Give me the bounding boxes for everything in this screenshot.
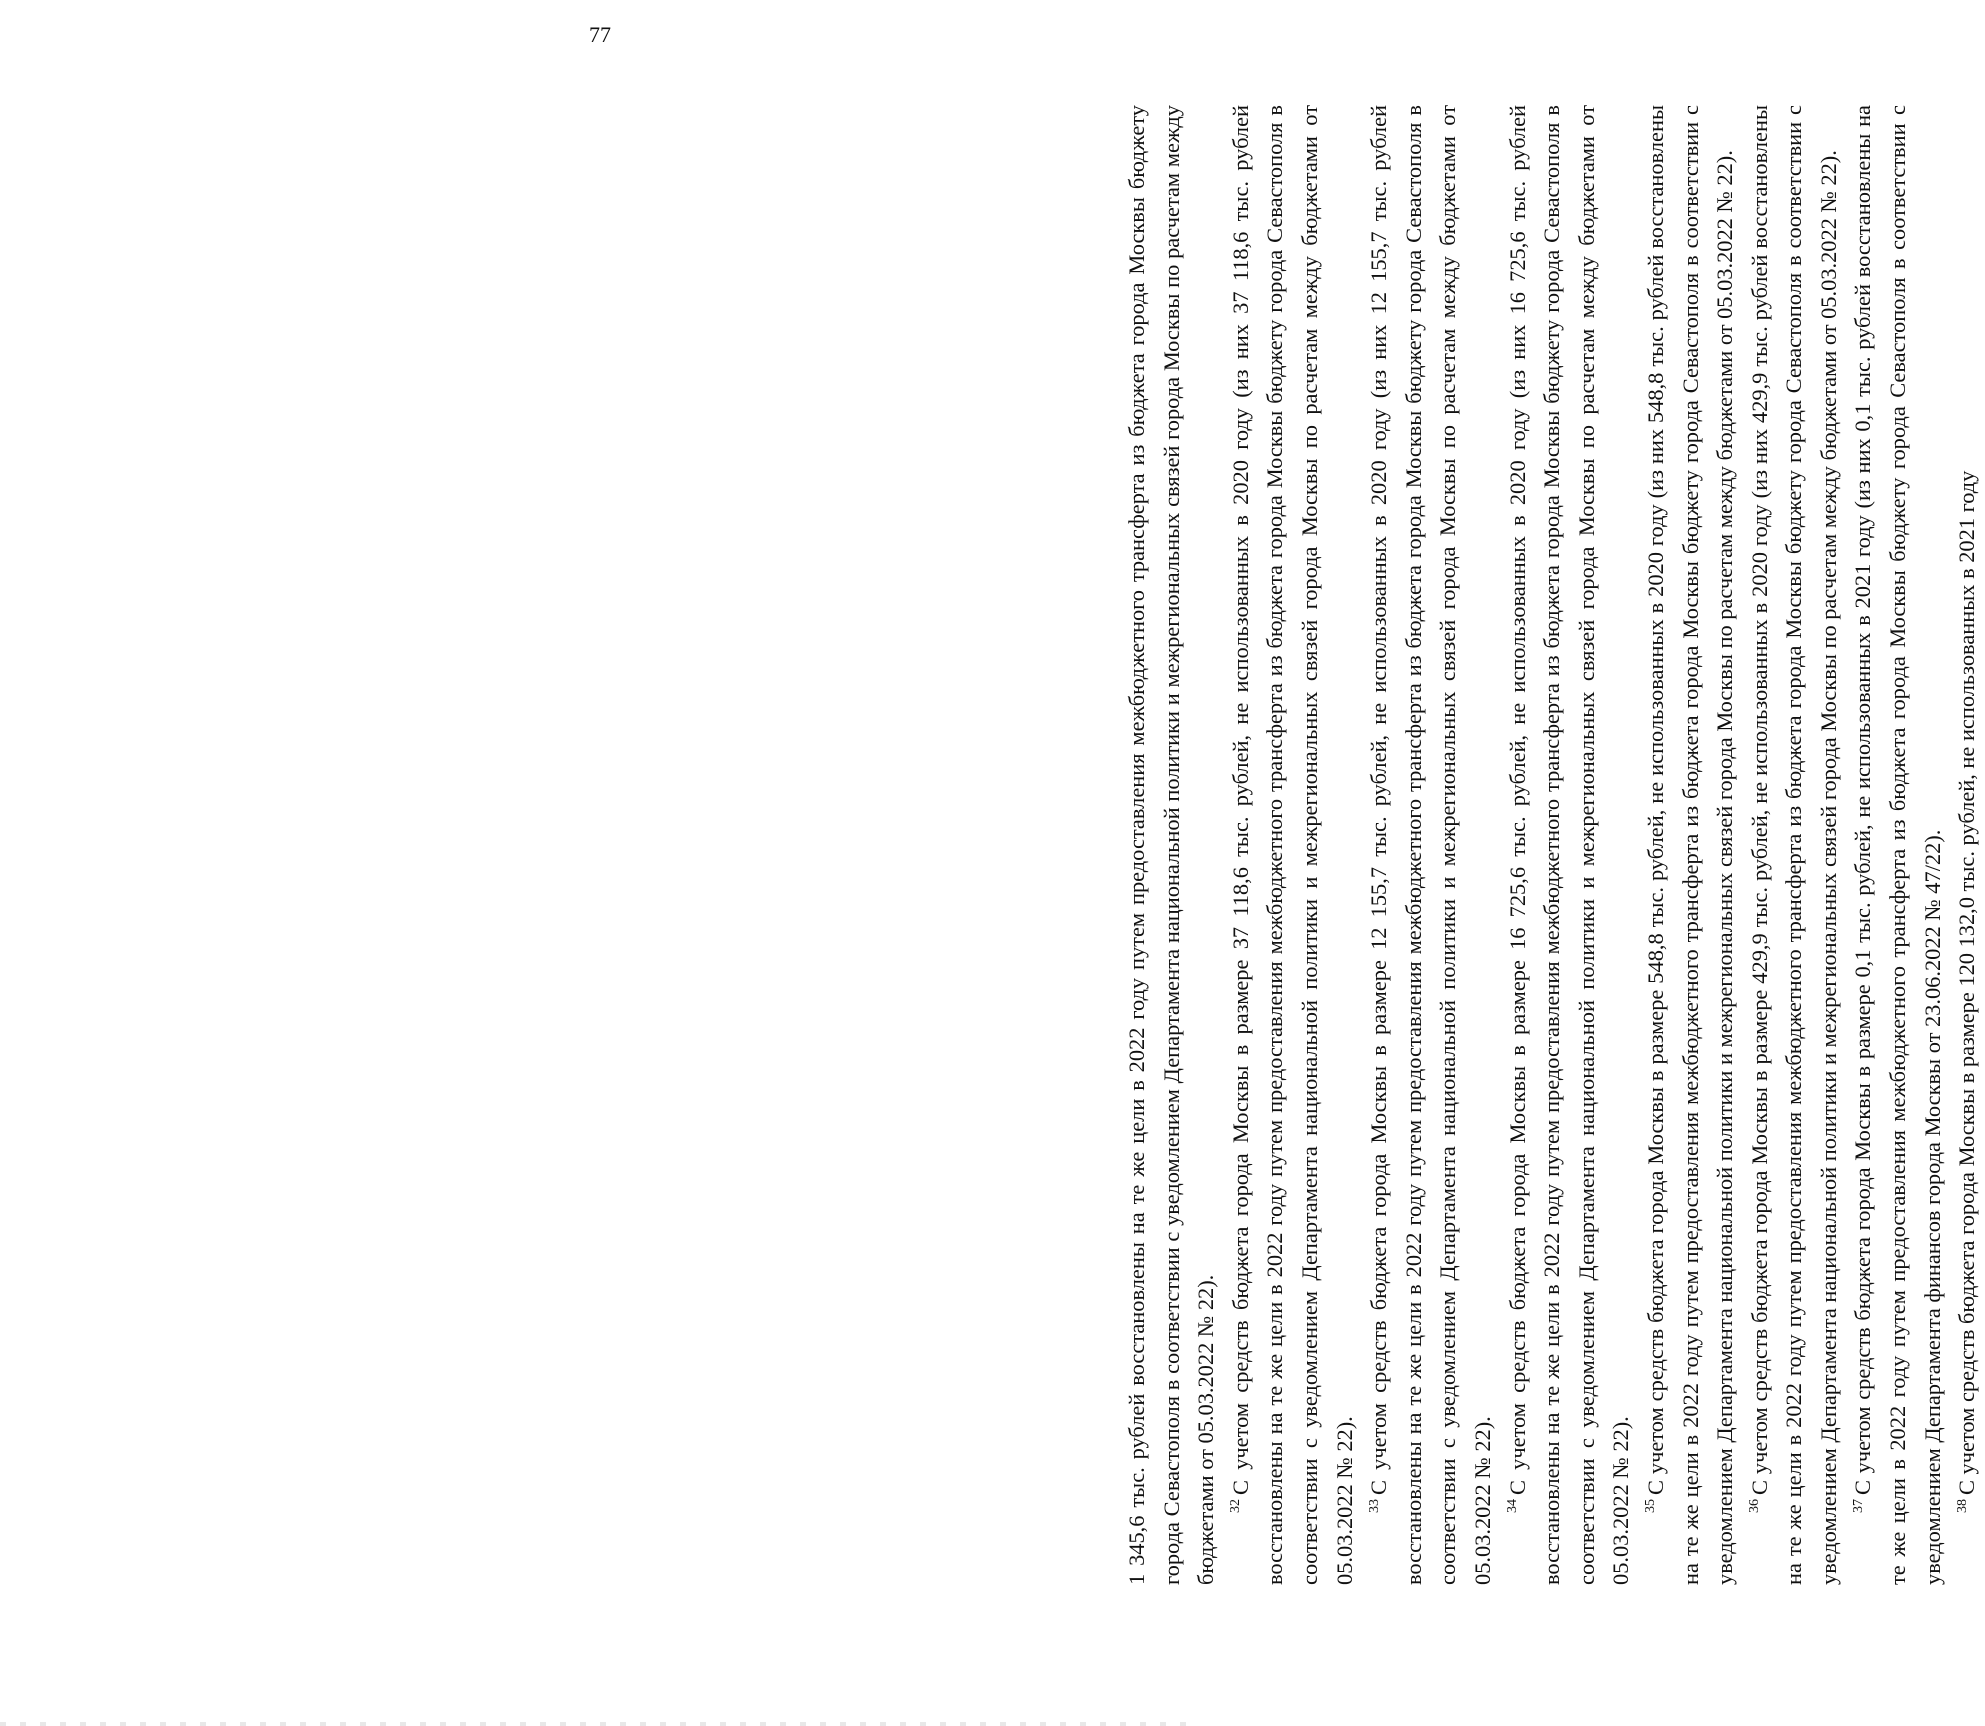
footnote-text: С учетом средств бюджета города Москвы в размере 548,8 тыс. рублей, не использованных в 2020 году (из них 548,8 тыс. рублей восстановлены на те же цели в 2022 году путем предоставления межбюджетного трансферта из бюджета города Москвы бюджету города Севастополя в соответствии с уведомлением Департамента национальной политики и межрегиональных связей города Москвы по расчетам между бюджетами от 05.03.2022 № 22). <box>1642 105 1738 1585</box>
footnote-marker: 36 <box>1747 1499 1763 1513</box>
footnote-33 <box>1362 105 1500 1585</box>
footnote-marker: 38 <box>1954 1499 1970 1513</box>
footnote-37 <box>1846 105 1950 1585</box>
footnote-marker: 34 <box>1505 1499 1521 1513</box>
footnote-marker: 33 <box>1366 1499 1382 1513</box>
footnote-marker: 35 <box>1643 1499 1659 1513</box>
footnote-continuation <box>1120 105 1224 1585</box>
page-number: 77 <box>589 22 611 47</box>
footnote-34 <box>1501 105 1639 1585</box>
footnote-marker: 37 <box>1851 1499 1866 1513</box>
scan-artifact <box>0 1722 1200 1726</box>
footnote-text: С учетом средств бюджета города Москвы в размере 37 118,6 тыс. рублей, не использованных в 2020 году (из них 37 118,6 тыс. рублей восстановлены на те же цели в 2022 году путем предоставления межбюджетного трансферта из бюджета города Москвы бюджету города Севастополя в соответствии с уведомлением Департамента национальной политики и межрегиональных связей города Москвы по расчетам между бюджетами от 05.03.2022 № 22). <box>1227 105 1357 1585</box>
footnotes-block <box>1120 105 1985 1585</box>
footnote-marker: 32 <box>1228 1499 1244 1513</box>
footnote-32 <box>1224 105 1362 1585</box>
footnote-text: С учетом средств бюджета города Москвы в размере 120 132,0 тыс. рублей, не использованных в 2021 году <box>1954 470 1980 1495</box>
footnote-36 <box>1743 105 1847 1585</box>
footnote-text: С учетом средств бюджета города Москвы в размере 12 155,7 тыс. рублей, не использованных в 2020 году (из них 12 155,7 тыс. рублей восстановлены на те же цели в 2022 году путем предоставления межбюджетного трансферта из бюджета города Москвы бюджету города Севастополя в соответствии с уведомлением Департамента национальной политики и межрегиональных связей города Москвы по расчетам между бюджетами от 05.03.2022 № 22). <box>1366 105 1495 1585</box>
footnote-text: 1 345,6 тыс. рублей восстановлены на те же цели в 2022 году путем предоставления межбюджетного трансферта из бюджета города Москвы бюджету города Севастополя в соответствии с уведомлением Департамента национальной политики и межрегиональных связей города Москвы по расчетам между бюджетами от 05.03.2022 № 22). <box>1124 105 1219 1585</box>
footnote-text: С учетом средств бюджета города Москвы в размере 429,9 тыс. рублей, не использованных в 2020 году (из них 429,9 тыс. рублей восстановлены на те же цели в 2022 году путем предоставления межбюджетного трансферта из бюджета города Москвы бюджету города Севастополя в соответствии с уведомлением Департамента национальной политики и межрегиональных связей города Москвы по расчетам между бюджетами от 05.03.2022 № 22). <box>1746 105 1841 1585</box>
footnote-38 <box>1950 105 1985 1585</box>
footnote-text: С учетом средств бюджета города Москвы в размере 16 725,6 тыс. рублей, не использованных в 2020 году (из них 16 725,6 тыс. рублей восстановлены на те же цели в 2022 году путем предоставления межбюджетного трансферта из бюджета города Москвы бюджету города Севастополя в соответствии с уведомлением Департамента национальной политики и межрегиональных связей города Москвы по расчетам между бюджетами от 05.03.2022 № 22). <box>1504 105 1634 1585</box>
footnote-text: С учетом средств бюджета города Москвы в размере 0,1 тыс. рублей, не использованных в 2021 году (из них 0,1 тыс. рублей восстановлены на те же цели в 2022 году путем предоставления межбюджетного трансферта из бюджета города Москвы бюджету города Севастополя в соответствии с уведомлением Департамента финансов города Москвы от 23.06.2022 № 47/22). <box>1850 105 1945 1585</box>
footnote-35 <box>1639 105 1743 1585</box>
